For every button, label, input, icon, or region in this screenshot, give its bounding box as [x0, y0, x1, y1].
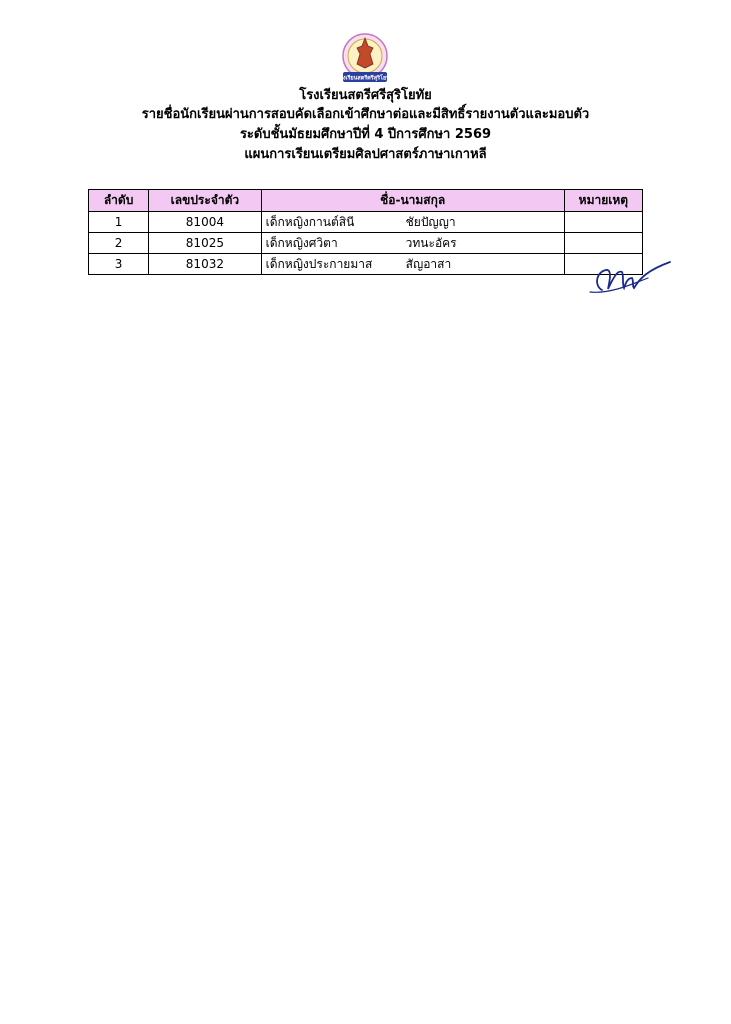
row-remark — [564, 233, 642, 254]
school-emblem — [337, 30, 393, 88]
table-header-row — [89, 190, 643, 212]
document-subtitle: รายชื่อนักเรียนผ่านการสอบคัดเลือกเข้าศึกษาต่อและมีสิทธิ์รายงานตัวและมอบตัว — [141, 107, 590, 122]
student-list-table — [88, 189, 643, 275]
row-student-id: 81032 — [149, 254, 261, 275]
header-remark: หมายเหตุ — [564, 190, 642, 212]
school-name: โรงเรียนสตรีศรีสุริโยทัย — [299, 88, 432, 103]
header-name: ชื่อ-นามสกุล — [261, 190, 564, 212]
handwritten-signature — [588, 256, 672, 296]
emblem-banner-text: โรงเรียนสตรีศรีสุริโยทัย — [337, 75, 393, 82]
row-order: 3 — [89, 254, 149, 275]
table-row — [89, 212, 643, 233]
row-full-name — [261, 233, 564, 254]
row-full-name — [261, 254, 564, 275]
table-row — [89, 233, 643, 254]
row-first-name: เด็กหญิงศวิตา — [265, 235, 338, 250]
row-student-id: 81025 — [149, 233, 261, 254]
grade-level: ระดับชั้นมัธยมศึกษาปีที่ 4 ปีการศึกษา 2569 — [239, 127, 492, 142]
row-surname: สัญอาสา — [405, 256, 452, 271]
row-surname: วทนะอัคร — [405, 235, 457, 250]
row-first-name: เด็กหญิงกานต์สินี — [265, 214, 355, 229]
header-student-id: เลขประจำตัว — [149, 190, 261, 212]
row-full-name — [261, 212, 564, 233]
study-program: แผนการเรียนเตรียมศิลปศาสตร์ภาษาเกาหลี — [244, 147, 487, 162]
row-remark — [564, 212, 642, 233]
header-order: ลำดับ — [89, 190, 149, 212]
row-order: 1 — [89, 212, 149, 233]
row-student-id: 81004 — [149, 212, 261, 233]
table-row — [89, 254, 643, 275]
row-surname: ชัยปัญญา — [405, 214, 456, 229]
signature-stroke — [597, 262, 670, 290]
row-first-name: เด็กหญิงประกายมาส — [265, 256, 373, 271]
row-order: 2 — [89, 233, 149, 254]
